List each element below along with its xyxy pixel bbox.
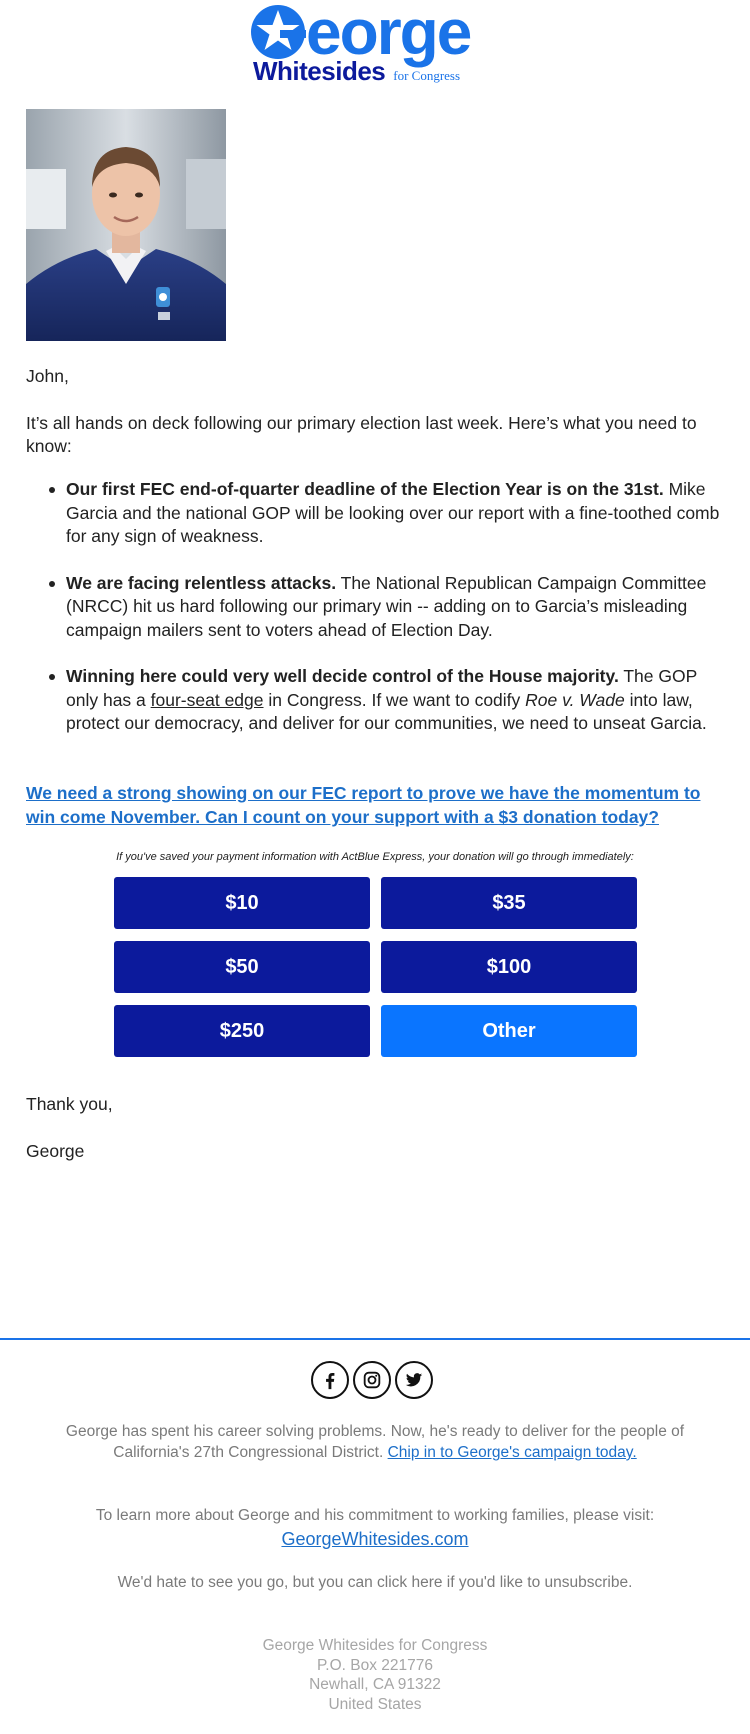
website-link[interactable]: GeorgeWhitesides.com — [281, 1529, 469, 1549]
signature: George — [26, 1141, 85, 1161]
bullet-italic: Roe v. Wade — [525, 689, 625, 710]
logo-name: Whitesides — [253, 56, 386, 86]
bullet-text: Mike Garcia and the national GOP will be looking over our report with a fine-toothed comb for any sign of weakness. — [66, 479, 720, 546]
actblue-express-note: If you've saved your payment information with ActBlue Express, your donation will go through immediately: — [116, 851, 634, 863]
bullet-bold: We are facing relentless attacks. — [66, 572, 337, 593]
footer-about — [60, 1421, 690, 1463]
list-item — [66, 572, 726, 643]
facebook-icon[interactable] — [311, 1361, 349, 1399]
footer-learn-more — [60, 1505, 690, 1552]
donate-250-button[interactable]: $250 — [114, 1005, 370, 1057]
star-icon — [250, 4, 306, 60]
bullet-text: The National Republican Campaign Committee (NRCC) hit us hard following our primary win -- adding on to Garcia’s misleading campaign mailers sent to voters ahead of Election Day. — [66, 572, 707, 640]
footer-learn-text: To learn more about George and his commitment to working families, please visit: — [95, 1507, 655, 1524]
twitter-icon[interactable] — [395, 1361, 433, 1399]
bullet-text: The GOP only has a — [66, 666, 697, 710]
four-seat-edge-link[interactable]: four-seat edge — [150, 689, 264, 710]
signoff: Thank you, — [26, 1094, 113, 1114]
donate-35-button[interactable]: $35 — [381, 877, 637, 929]
instagram-icon[interactable] — [353, 1361, 391, 1399]
donate-other-button[interactable]: Other — [381, 1005, 637, 1057]
logo-for: for Congress — [393, 68, 461, 83]
list-item — [66, 665, 726, 736]
footer-divider — [0, 1338, 750, 1340]
bullet-text: in Congress. If we want to codify — [263, 689, 526, 710]
address-line: P.O. Box 221776 — [316, 1656, 434, 1674]
donate-10-button[interactable]: $10 — [114, 877, 370, 929]
chip-in-link[interactable]: Chip in to George's campaign today. — [387, 1444, 637, 1461]
list-item — [66, 478, 726, 549]
donate-50-button[interactable]: $50 — [114, 941, 370, 993]
mailing-address — [60, 1636, 690, 1714]
logo-word: eorge — [306, 0, 471, 68]
campaign-logo — [0, 0, 750, 90]
address-line: United States — [328, 1695, 422, 1713]
donation-cta-link[interactable]: We need a strong showing on our FEC report to prove we have the momentum to win come November. Can I count on your support with a $3 donation today? — [26, 783, 701, 827]
logo-subtitle — [253, 56, 460, 87]
bullet-text: into law, protect our democracy, and deliver for our communities, we need to unseat Garcia. — [66, 689, 707, 733]
bullet-bold: Winning here could very well decide control of the House majority. — [66, 666, 619, 686]
address-line: Newhall, CA 91322 — [309, 1676, 441, 1693]
bullet-list — [66, 478, 726, 759]
logo-george — [250, 0, 471, 68]
donate-100-button[interactable]: $100 — [381, 941, 637, 993]
address-line: George Whitesides for Congress — [262, 1637, 488, 1654]
bullet-bold: Our first FEC end-of-quarter deadline of the Election Year is on the 31st. — [66, 479, 664, 499]
social-links — [311, 1361, 433, 1399]
candidate-photo — [26, 109, 226, 341]
greeting: John, — [26, 366, 69, 386]
unsubscribe-text[interactable]: We'd hate to see you go, but you can click here if you'd like to unsubscribe. — [117, 1574, 633, 1591]
intro-paragraph: It’s all hands on deck following our primary election last week. Here’s what you need to know: — [26, 413, 697, 456]
footer-about-text: George has spent his career solving problems. Now, he's ready to deliver for the people of California's 27th Congressional District. — [65, 1423, 685, 1461]
